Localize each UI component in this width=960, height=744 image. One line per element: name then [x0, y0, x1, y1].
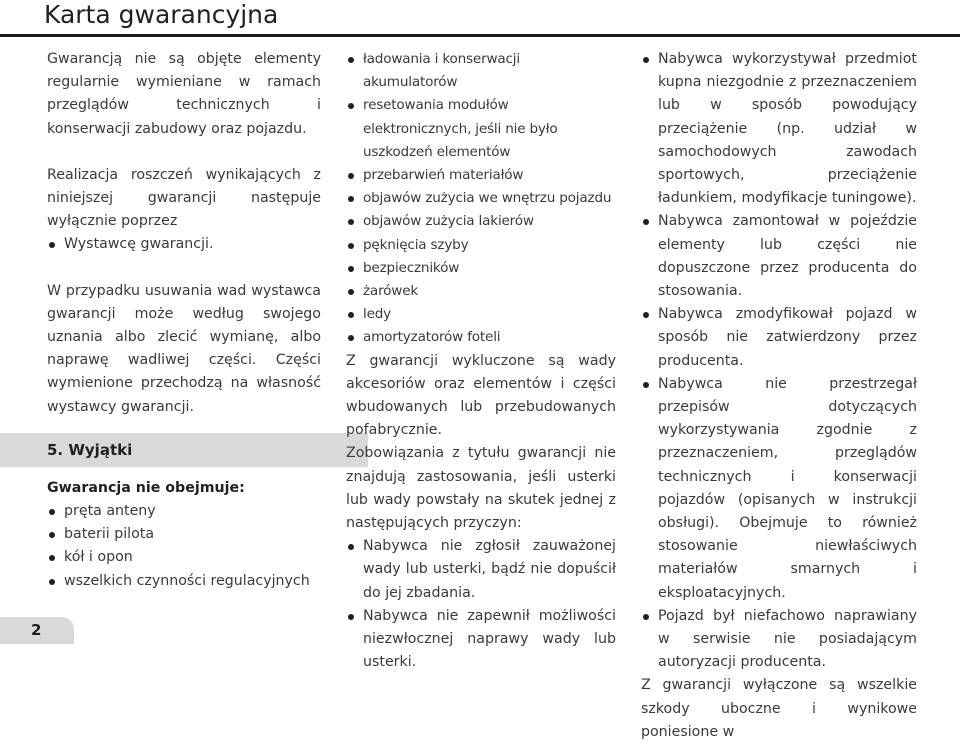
paragraph-accessories: Z gwarancji wykluczone są wady akcesoriów oraz elementów i części wbudowanych lub przebudowanych pofabrycznie.: [346, 352, 616, 439]
list-item: Nabywca nie zapewnił możliwości niezwłocznej naprawy wady lub usterki.: [346, 605, 616, 675]
list-item: baterii pilota: [47, 523, 321, 546]
list-item: przebarwień materiałów: [346, 164, 616, 187]
paragraph-excluded-parts: Gwarancją nie są objęte elementy regularnie wymieniane w ramach przeglądów technicznych i konserwacji zabudowy oraz pojazdu.: [47, 51, 321, 137]
list-item: Nabywca zmodyfikował pojazd w sposób nie zatwierdzony przez producenta.: [641, 303, 917, 373]
list-item: wszelkich czynności regulacyjnych: [47, 570, 321, 593]
list-item: bezpieczników: [346, 257, 616, 280]
page-title: Karta gwarancyjna: [44, 0, 279, 29]
paragraph-consequential-damages: Z gwarancji wyłączone są wszelkie szkody uboczne i wynikowe poniesione w: [641, 677, 917, 740]
list-item: ledy: [346, 303, 616, 326]
section-title: 5. Wyjątki: [47, 440, 133, 459]
list-item: objawów zużycia lakierów: [346, 210, 616, 233]
list-item: ładowania i konserwacji akumulatorów: [346, 48, 616, 94]
column-right: [641, 48, 917, 744]
list-item: Nabywca nie przestrzegał przepisów dotyczących wykorzystywania zgodnie z przeznaczeniem, przeglądów technicznych i konserwacji pojazdów (opisanych w instrukcji obsługi). Obejmuje to również stosowanie niewłaściwych materiałów smarnych i eksploatacyjnych.: [641, 373, 917, 605]
list-item: Nabywca zamontował w pojeździe elementy lub części nie dopuszczone przez producenta do stosowania.: [641, 210, 917, 303]
list-item: amortyzatorów foteli: [346, 326, 616, 349]
paragraph-claims: Realizacja roszczeń wynikających z niniejszej gwarancji następuje wyłącznie poprzez: [47, 166, 321, 230]
list-item: objawów zużycia we wnętrzu pojazdu: [346, 187, 616, 210]
reasons-list-continued: [641, 48, 917, 674]
list-item: resetowania modułów elektronicznych, jeśli nie było uszkodzeń elementów: [346, 94, 616, 164]
paragraph-repair: W przypadku usuwania wad wystawca gwarancji może według swojego uznania albo zlecić wymianę, albo naprawę wadliwej części. Części wymienione przechodzą na własność wystawcy gwarancji.: [47, 282, 321, 415]
subheading: Gwarancja nie obejmuje:: [47, 479, 245, 496]
paragraph-obligations: Zobowiązania z tytułu gwarancji nie znajdują zastosowania, jeśli usterki lub wady powstały na skutek jednej z następujących przyczyn:: [346, 445, 616, 532]
column-left: [47, 48, 321, 593]
list-item: Nabywca wykorzystywał przedmiot kupna niezgodnie z przeznaczeniem lub w sposób powodujący przeciążenie (np. udział w samochodowych zawodach sportowych, przeciążenie ładunkiem, modyfikacje tuningowe).: [641, 48, 917, 210]
list-item: Nabywca nie zgłosił zauważonej wady lub usterki, bądź nie dopuścił do jej zbadania.: [346, 535, 616, 605]
column-middle: [346, 48, 616, 674]
exclusions-list-continued: [346, 48, 616, 350]
exclusions-list: [47, 500, 321, 593]
page-number-tab: [0, 617, 74, 644]
list-item: pęknięcia szyby: [346, 234, 616, 257]
list-item: pręta anteny: [47, 500, 321, 523]
section-header-bar: [0, 433, 368, 467]
header: [0, 0, 960, 38]
reasons-list: [346, 535, 616, 674]
list-item: Pojazd był niefachowo naprawiany w serwisie nie posiadającym autoryzacji producenta.: [641, 605, 917, 675]
claims-list: [47, 233, 321, 256]
list-item: kół i opon: [47, 546, 321, 569]
header-rule: [0, 34, 960, 37]
page-number: 2: [31, 621, 42, 639]
list-item: żarówek: [346, 280, 616, 303]
list-item: Wystawcę gwarancji.: [47, 233, 321, 256]
